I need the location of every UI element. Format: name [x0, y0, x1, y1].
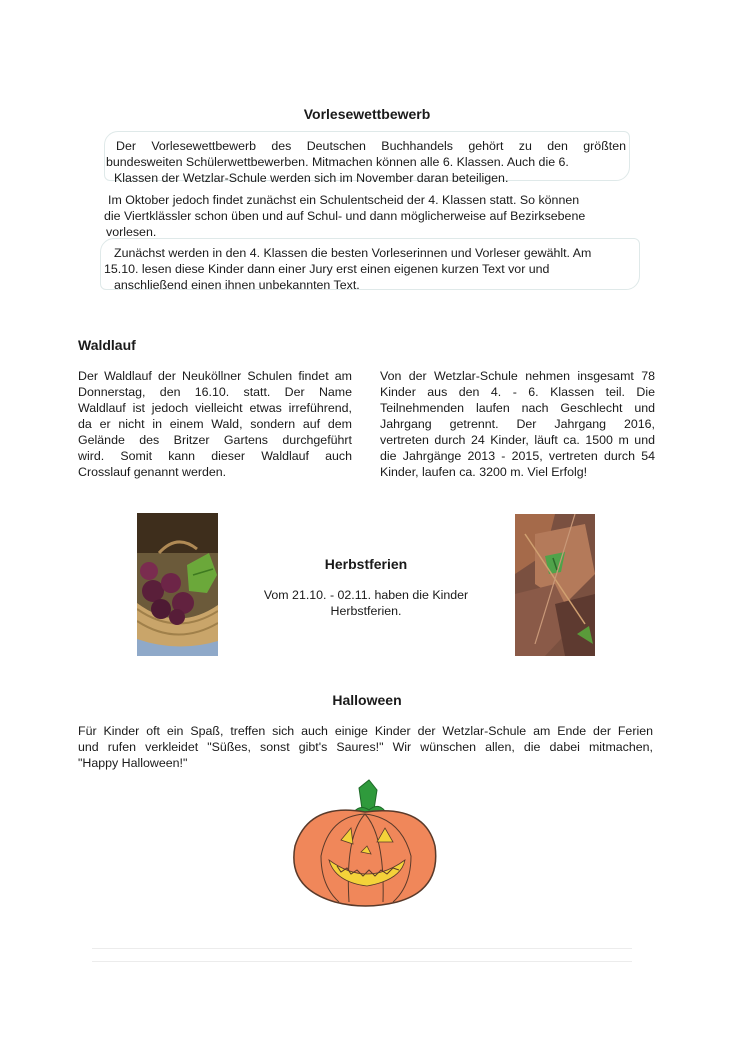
text-line: Für Kinder oft ein Spaß, treffen sich auch einige Kinder der Wetzlar-Schule am Ende der Ferien [78, 724, 653, 738]
text-line: Klassen der Wetzlar-Schule werden sich im November daran beteiligen. [114, 171, 509, 185]
text-line: die Viertklässler schon üben und auf Schul- und dann möglicherweise auf Bezirksebene [104, 209, 586, 223]
text-line: Vom 21.10. - 02.11. haben die Kinder [263, 588, 469, 602]
text-line: 15.10. lesen diese Kinder dann einer Jury erst einen eigenen kurzen Text vor und [104, 262, 550, 276]
text-line: Jahrgang getrennt. Der Jahrgang 2016, [380, 417, 655, 431]
text-line: vorlesen. [106, 225, 157, 239]
text-line: wird. Somit kann dieser Waldlauf auch [78, 449, 352, 463]
text-line: da er nicht in einem Wald, sondern auf dem [78, 417, 352, 431]
text-line: Donnerstag, den 16.10. statt. Der Name [78, 385, 352, 399]
footer-divider [92, 948, 632, 949]
waldlauf-column-left [78, 368, 352, 480]
text-line: Der Vorlesewettbewerb des Deutschen Buchhandels gehört zu den größten [116, 139, 626, 153]
text-line: Von der Wetzlar-Schule nehmen insgesamt 78 [380, 369, 655, 383]
text-line: Teilnehmenden laufen nach Geschlecht und [380, 401, 655, 415]
text-line: "Happy Halloween!" [78, 756, 188, 770]
text-line: Gelände des Britzer Gartens durchgeführt [78, 433, 352, 447]
section-title-herbstferien: Herbstferien [324, 556, 408, 572]
text-line: die Jahrgänge 2013 - 2015, vertreten durch 54 [380, 449, 655, 463]
text-line: Der Waldlauf der Neuköllner Schulen findet am [78, 369, 352, 383]
text-line: Zunächst werden in den 4. Klassen die besten Vorleserinnen und Vorleser gewählt. Am [114, 246, 592, 260]
waldlauf-column-right [380, 368, 655, 480]
section-title-halloween: Halloween [332, 692, 402, 708]
autumn-leaves-image [515, 514, 595, 656]
halloween-paragraph [78, 723, 653, 771]
text-line: vertreten durch 24 Kinder, läuft ca. 1500 m und [380, 433, 655, 447]
pumpkin-illustration [289, 776, 441, 910]
text-line: bundesweiten Schülerwettbewerben. Mitmachen können alle 6. Klassen. Auch die 6. [106, 155, 569, 169]
footer-divider [92, 961, 632, 962]
text-line: Herbstferien. [330, 604, 402, 618]
text-line: Crosslauf genannt werden. [78, 465, 227, 479]
section-title-waldlauf: Waldlauf [78, 337, 136, 353]
vorlese-paragraph-2 [104, 192, 634, 240]
text-line: und rufen verkleidet "Süßes, sonst gibt's Saures!" Wir wünschen allen, die dabei mitmachen, [78, 740, 653, 754]
herbstferien-text [236, 587, 496, 619]
section-title-vorlesewettbewerb: Vorlesewettbewerb [303, 106, 431, 122]
text-line: Kinder, laufen ca. 3200 m. Viel Erfolg! [380, 465, 588, 479]
vorlese-paragraph-3 [104, 245, 634, 293]
text-line: Waldlauf ist jedoch vielleicht etwas irreführend, [78, 401, 352, 415]
text-line: anschließend einen ihnen unbekannten Text. [114, 278, 360, 292]
vorlese-paragraph-1 [106, 138, 626, 186]
text-line: Im Oktober jedoch findet zunächst ein Schulentscheid der 4. Klassen statt. So können [108, 193, 580, 207]
chestnut-basket-image [137, 513, 218, 656]
text-line: Kinder aus den 4. - 6. Klassen teil. Die [380, 385, 655, 399]
